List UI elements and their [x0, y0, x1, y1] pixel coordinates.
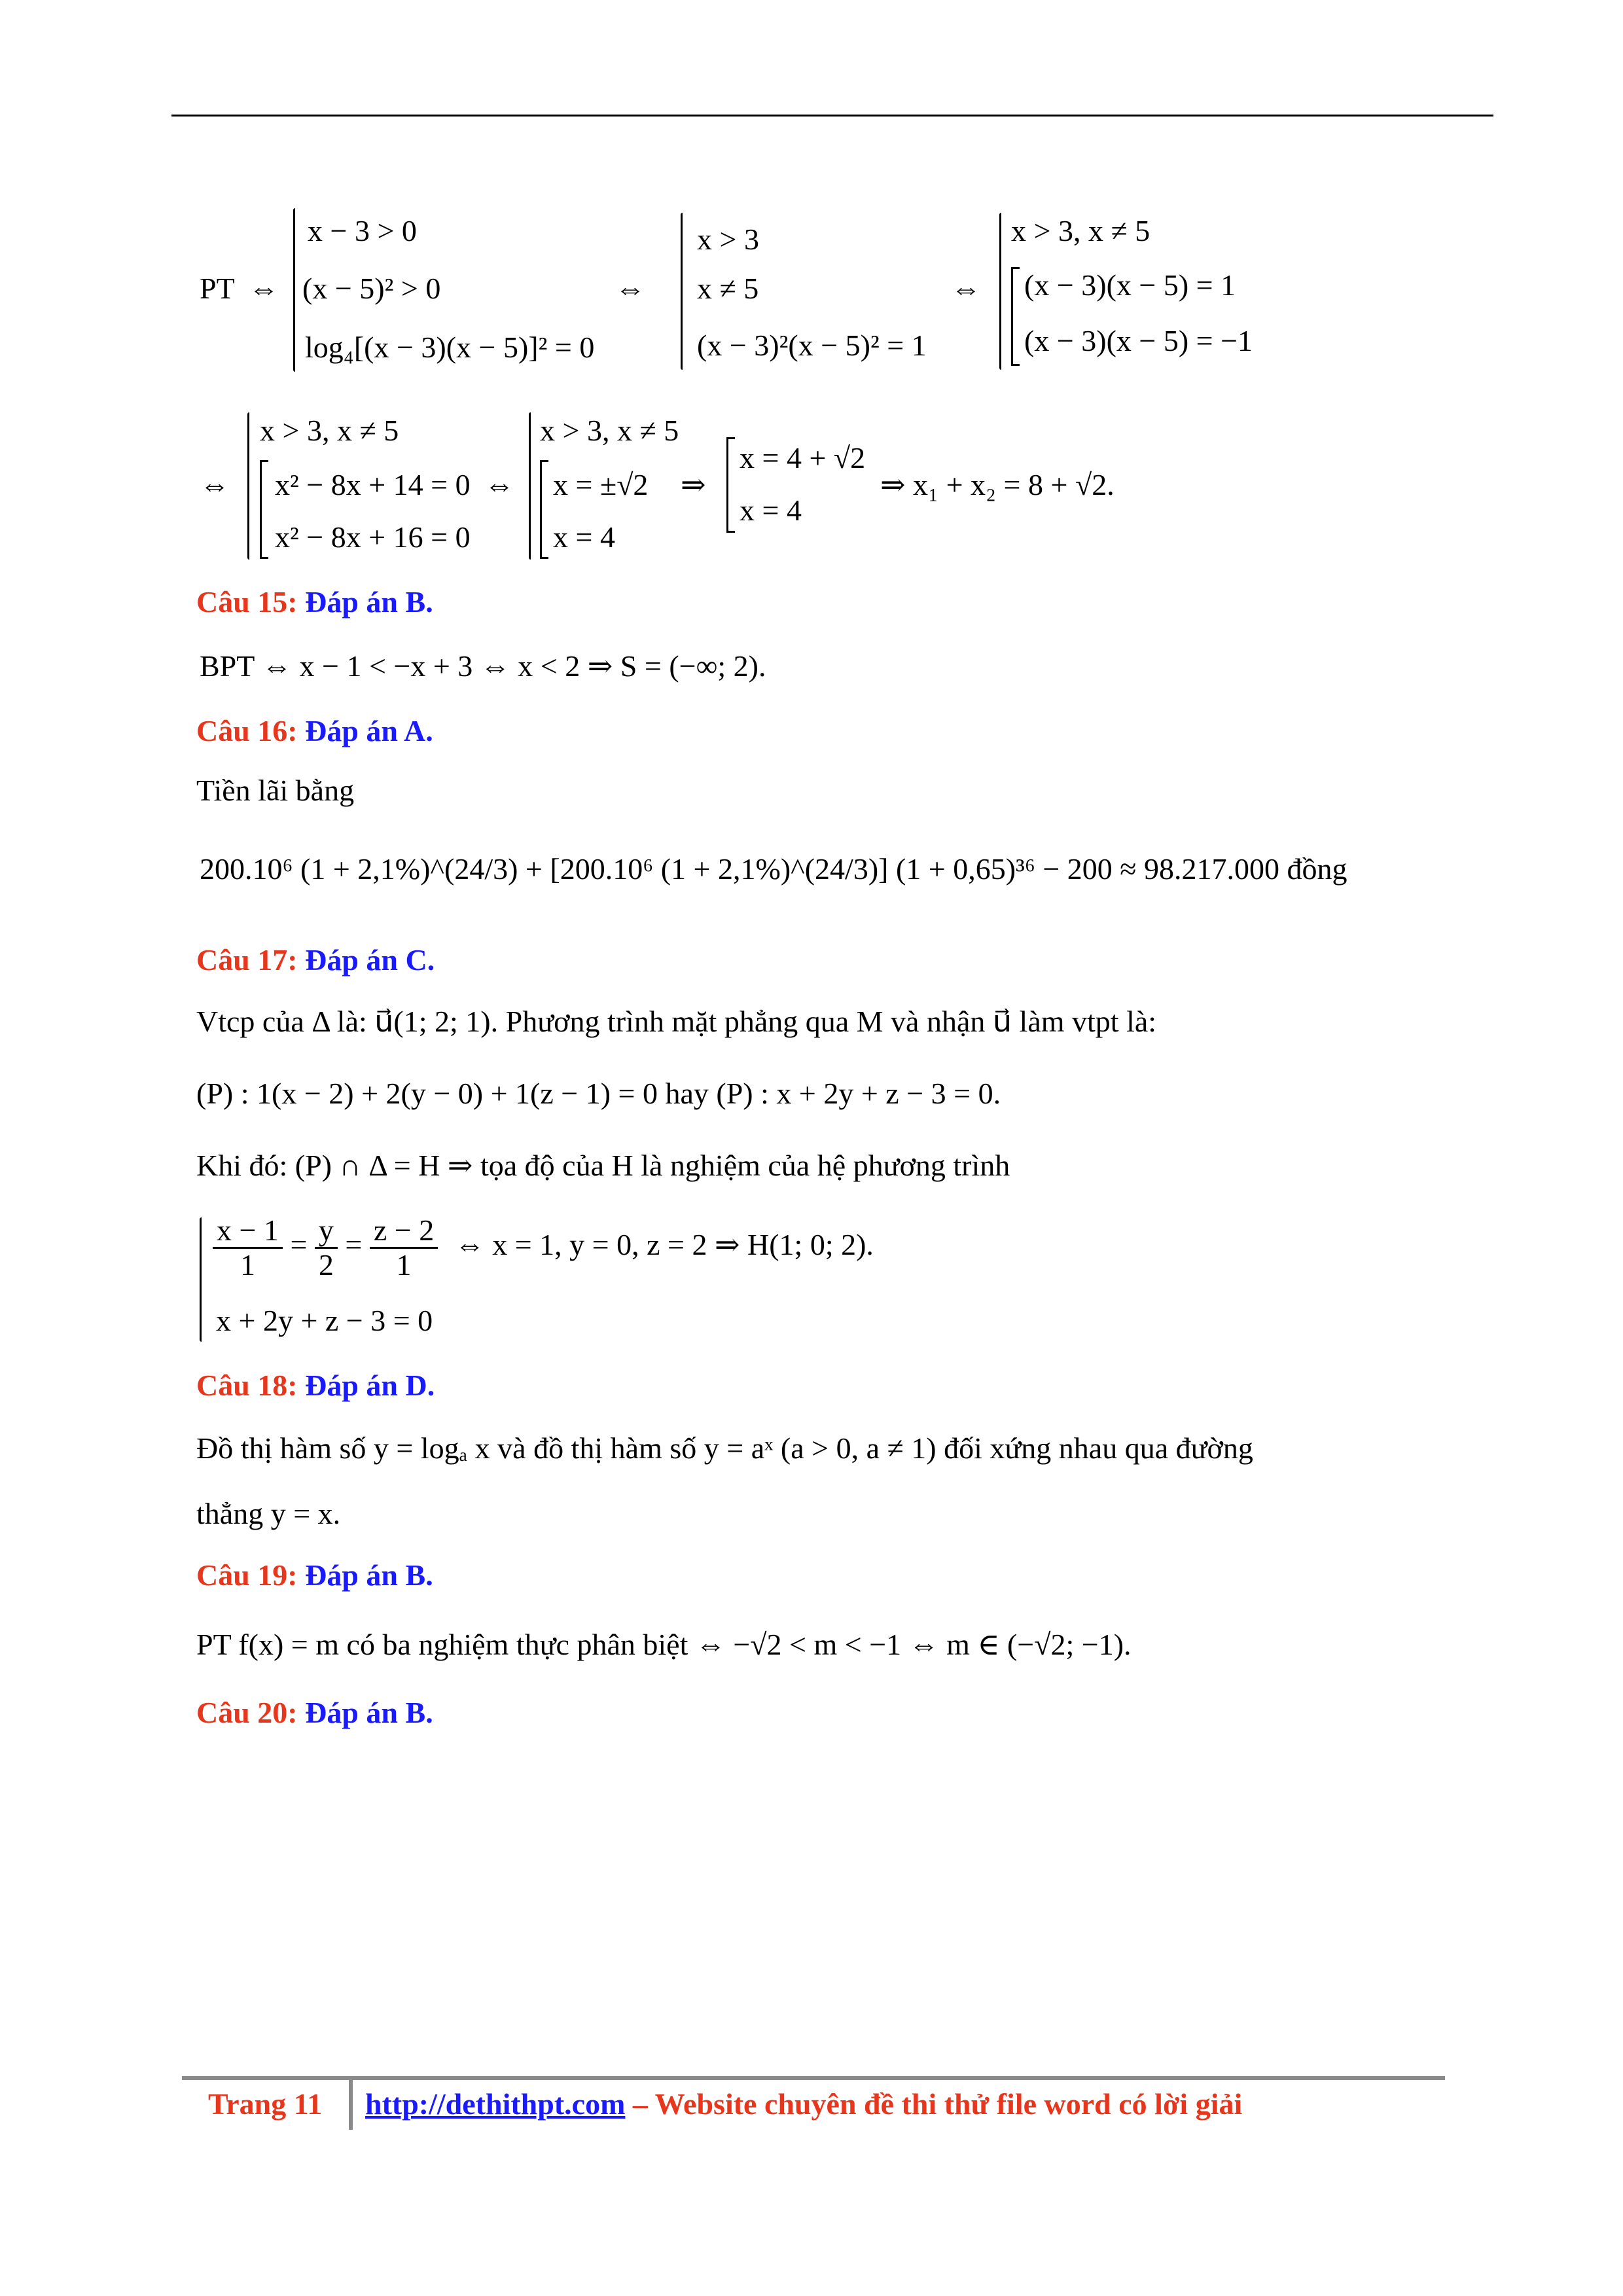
- q17-system-eq2: x + 2y + z − 3 = 0: [216, 1304, 433, 1337]
- question-label: Câu 18:: [196, 1369, 298, 1402]
- sys2-c-case2: x = 4: [740, 493, 802, 527]
- question-18-heading: [196, 1368, 435, 1403]
- system-brace-6: [200, 1217, 202, 1342]
- question-20-heading: [196, 1695, 433, 1730]
- question-label: Câu 19:: [196, 1558, 298, 1592]
- case-bracket-1: [1011, 267, 1020, 366]
- question-15-heading: [196, 584, 433, 619]
- fraction-denominator: 1: [240, 1248, 255, 1282]
- question-answer: Đáp án B.: [305, 1558, 433, 1592]
- q18-line-2: thẳng y = x.: [196, 1497, 341, 1530]
- fraction-numerator: x − 1: [213, 1214, 283, 1249]
- q17-system-result: ⇔ x = 1, y = 0, z = 2 ⇒ H(1; 0; 2).: [454, 1228, 874, 1262]
- footer-text: [365, 2087, 1242, 2121]
- question-17-heading: [196, 942, 435, 977]
- sys1-col1-row2: (x − 5)² > 0: [302, 272, 441, 305]
- footer-divider: [349, 2076, 353, 2130]
- q17-fraction-row: $\frac{x - 1}{1}$ = $\frac{y}{2}$ = $\frac{z - 2}{1}$ ⇔ x = 1, y = 0, z = 2 ⇒ H(1; 0; 2).: [213, 1214, 874, 1282]
- case-bracket-3: [540, 460, 548, 559]
- q17-line-1: Vtcp của Δ là: u⃗(1; 2; 1). Phương trình mặt phẳng qua M và nhận u⃗ làm vtpt là:: [196, 1005, 1157, 1038]
- system-brace-3: [999, 213, 1001, 370]
- fraction-denominator: 2: [318, 1248, 334, 1282]
- header-rule: [171, 115, 1493, 117]
- footer-tagline: – Website chuyên đề thi thử file word có lời giải: [625, 2087, 1243, 2121]
- question-answer: Đáp án B.: [305, 585, 433, 619]
- sys1-col2-row3: (x − 3)²(x − 5)² = 1: [697, 329, 927, 362]
- implies-symbol-1: ⇒: [681, 468, 706, 501]
- system-brace-2: [681, 213, 683, 370]
- question-answer: Đáp án C.: [305, 943, 435, 977]
- sys1-col3-top: x > 3, x ≠ 5: [1011, 214, 1150, 247]
- fraction-1: [213, 1214, 283, 1282]
- q17-line-2: (P) : 1(x − 2) + 2(y − 0) + 1(z − 1) = 0 hay (P) : x + 2y + z − 3 = 0.: [196, 1077, 1001, 1110]
- fraction-numerator: z − 2: [370, 1214, 438, 1249]
- question-answer: Đáp án A.: [305, 714, 433, 747]
- pt-label: PT: [200, 272, 235, 305]
- fraction-3: [370, 1214, 438, 1282]
- sys2-b-top: x > 3, x ≠ 5: [540, 414, 679, 447]
- equiv-symbol-1: ⇔: [249, 272, 279, 305]
- q19-solution: PT f(x) = m có ba nghiệm thực phân biệt ⇔ −√2 < m < −1 ⇔ m ∈ (−√2; −1).: [196, 1628, 1132, 1661]
- equiv-symbol-4: ⇔: [200, 468, 230, 501]
- system-brace-5: [529, 412, 531, 560]
- case-bracket-2: [260, 460, 268, 559]
- sys2-b-case1: x = ±√2: [553, 468, 649, 501]
- question-label: Câu 20:: [196, 1696, 298, 1729]
- website-link[interactable]: http://dethithpt.com: [365, 2087, 626, 2121]
- sys2-a-top: x > 3, x ≠ 5: [260, 414, 399, 447]
- page-number: Trang 11: [208, 2087, 323, 2121]
- sys1-col1-row3: log₄[(x − 3)(x − 5)]² = 0: [305, 331, 595, 364]
- q16-intro: Tiền lãi bằng: [196, 774, 355, 807]
- fraction-denominator: 1: [396, 1248, 412, 1282]
- q18-line-1: Đồ thị hàm số y = logₐ x và đồ thị hàm số y = aˣ (a > 0, a ≠ 1) đối xứng nhau qua đường: [196, 1431, 1253, 1465]
- sys1-col1-row1: x − 3 > 0: [308, 214, 417, 247]
- case-bracket-4: [726, 437, 735, 533]
- q15-solution: BPT ⇔ x − 1 < −x + 3 ⇔ x < 2 ⇒ S = (−∞; 2).: [200, 649, 766, 683]
- system-brace-4: [247, 412, 249, 560]
- footer-rule: [182, 2076, 1445, 2080]
- question-answer: Đáp án D.: [305, 1369, 435, 1402]
- q17-line-3: Khi đó: (P) ∩ Δ = H ⇒ tọa độ của H là nghiệm của hệ phương trình: [196, 1149, 1010, 1182]
- sys2-a-case1: x² − 8x + 14 = 0: [275, 468, 471, 501]
- equiv-symbol-2: ⇔: [615, 272, 645, 305]
- fraction-2: [315, 1214, 338, 1282]
- sys2-c-case1: x = 4 + √2: [740, 441, 866, 475]
- equiv-symbol-5: ⇔: [484, 468, 514, 501]
- question-answer: Đáp án B.: [305, 1696, 433, 1729]
- sys2-a-case2: x² − 8x + 16 = 0: [275, 520, 471, 554]
- equiv-symbol-3: ⇔: [951, 272, 981, 305]
- question-label: Câu 16:: [196, 714, 298, 747]
- question-19-heading: [196, 1558, 433, 1592]
- sys1-col3-case1: (x − 3)(x − 5) = 1: [1024, 268, 1236, 302]
- question-label: Câu 17:: [196, 943, 298, 977]
- question-label: Câu 15:: [196, 585, 298, 619]
- sys2-b-case2: x = 4: [553, 520, 615, 554]
- system-brace-1: [293, 208, 295, 372]
- q16-formula: 200.10⁶ (1 + 2,1%)^(24/3) + [200.10⁶ (1 + 2,1%)^(24/3)] (1 + 0,65)³⁶ − 200 ≈ 98.217.000 đồng: [200, 852, 1347, 886]
- sys1-col3-case2: (x − 3)(x − 5) = −1: [1024, 324, 1253, 357]
- question-16-heading: [196, 713, 433, 748]
- fraction-numerator: y: [315, 1214, 338, 1249]
- sys1-col2-row2: x ≠ 5: [697, 272, 759, 305]
- sys1-col2-row1: x > 3: [697, 223, 759, 256]
- sys2-result: ⇒ x₁ + x₂ = 8 + √2.: [880, 468, 1115, 501]
